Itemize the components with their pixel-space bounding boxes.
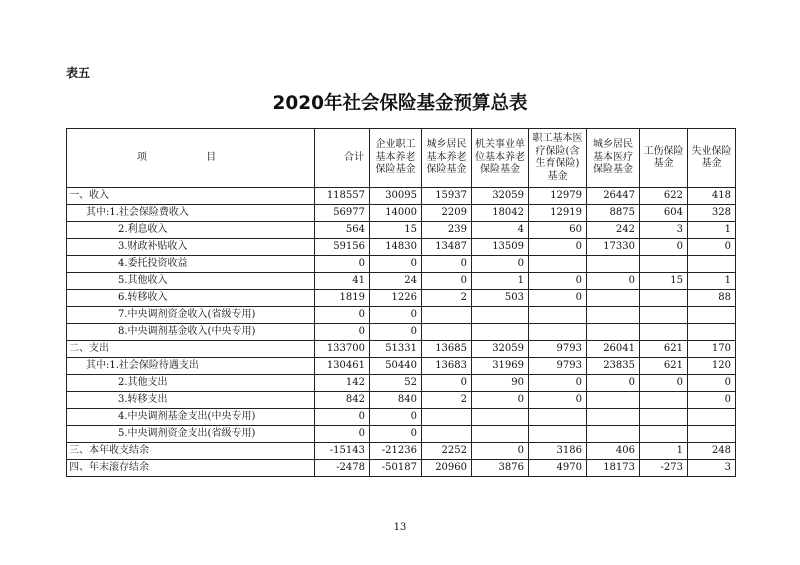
cell-item: 3.转移支出 <box>67 392 315 409</box>
cell-injury: 15 <box>640 273 688 290</box>
header-enterprise-pension: 企业职工基本养老保险基金 <box>370 129 422 188</box>
cell-public-institution-pension: 31969 <box>472 358 529 375</box>
cell-unemployment: 3 <box>688 460 736 477</box>
table-row <box>67 205 736 222</box>
cell-employee-medical: 12979 <box>529 188 587 205</box>
table-row <box>67 358 736 375</box>
cell-injury: 3 <box>640 222 688 239</box>
cell-employee-medical: 0 <box>529 239 587 256</box>
header-public-institution-pension: 机关事业单位基本养老保险基金 <box>472 129 529 188</box>
cell-public-institution-pension: 32059 <box>472 188 529 205</box>
cell-urban-rural-pension <box>422 307 472 324</box>
cell-employee-medical <box>529 307 587 324</box>
header-total: 合计 <box>315 129 370 188</box>
cell-public-institution-pension: 503 <box>472 290 529 307</box>
cell-urban-rural-pension: 2209 <box>422 205 472 222</box>
cell-total: 0 <box>315 307 370 324</box>
cell-enterprise-pension: 15 <box>370 222 422 239</box>
cell-employee-medical <box>529 409 587 426</box>
cell-employee-medical: 9793 <box>529 358 587 375</box>
cell-item: 四、年末滚存结余 <box>67 460 315 477</box>
cell-unemployment: 328 <box>688 205 736 222</box>
cell-enterprise-pension: 0 <box>370 256 422 273</box>
cell-employee-medical <box>529 324 587 341</box>
cell-item: 三、本年收支结余 <box>67 443 315 460</box>
page-title: 2020年社会保险基金预算总表 <box>272 93 528 114</box>
cell-enterprise-pension: 840 <box>370 392 422 409</box>
cell-resident-medical <box>587 290 640 307</box>
cell-total: 0 <box>315 324 370 341</box>
cell-unemployment: 0 <box>688 239 736 256</box>
cell-total: 564 <box>315 222 370 239</box>
cell-urban-rural-pension <box>422 409 472 426</box>
cell-enterprise-pension: 50440 <box>370 358 422 375</box>
cell-enterprise-pension: 30095 <box>370 188 422 205</box>
cell-urban-rural-pension: 239 <box>422 222 472 239</box>
cell-public-institution-pension: 0 <box>472 443 529 460</box>
cell-employee-medical: 0 <box>529 290 587 307</box>
cell-item: 5.其他收入 <box>67 273 315 290</box>
cell-item: 8.中央调剂基金收入(中央专用) <box>67 324 315 341</box>
cell-injury: 604 <box>640 205 688 222</box>
cell-enterprise-pension: 1226 <box>370 290 422 307</box>
cell-total: 133700 <box>315 341 370 358</box>
cell-enterprise-pension: 24 <box>370 273 422 290</box>
cell-unemployment: 418 <box>688 188 736 205</box>
cell-resident-medical: 23835 <box>587 358 640 375</box>
cell-total: 130461 <box>315 358 370 375</box>
table-row <box>67 239 736 256</box>
cell-total: 41 <box>315 273 370 290</box>
table-row <box>67 290 736 307</box>
cell-injury <box>640 409 688 426</box>
cell-resident-medical: 26447 <box>587 188 640 205</box>
cell-public-institution-pension: 3876 <box>472 460 529 477</box>
cell-resident-medical <box>587 392 640 409</box>
cell-public-institution-pension: 18042 <box>472 205 529 222</box>
cell-public-institution-pension <box>472 307 529 324</box>
cell-public-institution-pension: 1 <box>472 273 529 290</box>
cell-injury <box>640 392 688 409</box>
table-row <box>67 188 736 205</box>
cell-item: 4.中央调剂基金支出(中央专用) <box>67 409 315 426</box>
cell-injury: 621 <box>640 341 688 358</box>
cell-urban-rural-pension: 0 <box>422 256 472 273</box>
cell-injury: 0 <box>640 375 688 392</box>
cell-employee-medical: 60 <box>529 222 587 239</box>
cell-unemployment: 170 <box>688 341 736 358</box>
cell-urban-rural-pension: 13683 <box>422 358 472 375</box>
table-row <box>67 375 736 392</box>
table-row <box>67 307 736 324</box>
header-resident-medical: 城乡居民基本医疗保险基金 <box>587 129 640 188</box>
cell-total: 1819 <box>315 290 370 307</box>
cell-employee-medical: 3186 <box>529 443 587 460</box>
cell-total: -15143 <box>315 443 370 460</box>
cell-item: 5.中央调剂资金支出(省级专用) <box>67 426 315 443</box>
cell-enterprise-pension: 52 <box>370 375 422 392</box>
cell-resident-medical: 17330 <box>587 239 640 256</box>
cell-unemployment <box>688 409 736 426</box>
cell-urban-rural-pension: 2252 <box>422 443 472 460</box>
table-row <box>67 392 736 409</box>
cell-public-institution-pension <box>472 426 529 443</box>
cell-unemployment: 120 <box>688 358 736 375</box>
table-row <box>67 222 736 239</box>
header-injury: 工伤保险基金 <box>640 129 688 188</box>
cell-urban-rural-pension: 2 <box>422 290 472 307</box>
cell-total: -2478 <box>315 460 370 477</box>
cell-injury <box>640 256 688 273</box>
cell-item: 二、支出 <box>67 341 315 358</box>
cell-total: 842 <box>315 392 370 409</box>
cell-total: 142 <box>315 375 370 392</box>
cell-resident-medical <box>587 307 640 324</box>
cell-employee-medical: 12919 <box>529 205 587 222</box>
cell-employee-medical: 0 <box>529 375 587 392</box>
cell-unemployment: 0 <box>688 392 736 409</box>
cell-enterprise-pension: 0 <box>370 307 422 324</box>
header-item: 项 目 <box>67 129 315 188</box>
cell-enterprise-pension: 0 <box>370 324 422 341</box>
budget-table <box>66 128 736 477</box>
cell-resident-medical: 242 <box>587 222 640 239</box>
cell-public-institution-pension: 32059 <box>472 341 529 358</box>
cell-urban-rural-pension: 0 <box>422 273 472 290</box>
cell-urban-rural-pension <box>422 426 472 443</box>
cell-enterprise-pension: -21236 <box>370 443 422 460</box>
cell-employee-medical: 4970 <box>529 460 587 477</box>
cell-unemployment: 248 <box>688 443 736 460</box>
cell-enterprise-pension: 14830 <box>370 239 422 256</box>
cell-unemployment <box>688 324 736 341</box>
cell-resident-medical <box>587 426 640 443</box>
cell-unemployment: 0 <box>688 375 736 392</box>
cell-injury <box>640 324 688 341</box>
cell-public-institution-pension <box>472 324 529 341</box>
cell-public-institution-pension: 0 <box>472 392 529 409</box>
cell-total: 0 <box>315 256 370 273</box>
cell-unemployment: 1 <box>688 222 736 239</box>
cell-item: 其中:1.社会保险待遇支出 <box>67 358 315 375</box>
header-unemployment: 失业保险基金 <box>688 129 736 188</box>
cell-enterprise-pension: -50187 <box>370 460 422 477</box>
cell-total: 59156 <box>315 239 370 256</box>
cell-resident-medical: 18173 <box>587 460 640 477</box>
cell-injury <box>640 290 688 307</box>
cell-total: 56977 <box>315 205 370 222</box>
cell-total: 118557 <box>315 188 370 205</box>
cell-urban-rural-pension <box>422 324 472 341</box>
table-row <box>67 426 736 443</box>
cell-public-institution-pension: 13509 <box>472 239 529 256</box>
cell-urban-rural-pension: 2 <box>422 392 472 409</box>
cell-urban-rural-pension: 13685 <box>422 341 472 358</box>
cell-item: 7.中央调剂资金收入(省级专用) <box>67 307 315 324</box>
cell-unemployment <box>688 426 736 443</box>
cell-employee-medical: 9793 <box>529 341 587 358</box>
cell-injury: 621 <box>640 358 688 375</box>
cell-injury: 622 <box>640 188 688 205</box>
cell-item: 其中:1.社会保险费收入 <box>67 205 315 222</box>
cell-resident-medical <box>587 256 640 273</box>
cell-enterprise-pension: 51331 <box>370 341 422 358</box>
cell-public-institution-pension: 0 <box>472 256 529 273</box>
cell-urban-rural-pension: 13487 <box>422 239 472 256</box>
cell-public-institution-pension <box>472 409 529 426</box>
cell-injury: 1 <box>640 443 688 460</box>
cell-enterprise-pension: 0 <box>370 426 422 443</box>
cell-urban-rural-pension: 20960 <box>422 460 472 477</box>
cell-injury: 0 <box>640 239 688 256</box>
cell-injury <box>640 307 688 324</box>
cell-item: 4.委托投资收益 <box>67 256 315 273</box>
cell-urban-rural-pension: 15937 <box>422 188 472 205</box>
cell-item: 一、收入 <box>67 188 315 205</box>
table-body <box>67 188 736 477</box>
table-row <box>67 443 736 460</box>
cell-item: 2.其他支出 <box>67 375 315 392</box>
page-number: 13 <box>393 522 407 533</box>
table-label: 表五 <box>66 66 91 80</box>
cell-resident-medical <box>587 324 640 341</box>
cell-public-institution-pension: 90 <box>472 375 529 392</box>
table-row <box>67 273 736 290</box>
cell-employee-medical <box>529 256 587 273</box>
table-row <box>67 409 736 426</box>
cell-resident-medical: 8875 <box>587 205 640 222</box>
cell-employee-medical: 0 <box>529 273 587 290</box>
cell-total: 0 <box>315 409 370 426</box>
cell-unemployment <box>688 307 736 324</box>
cell-injury <box>640 426 688 443</box>
header-urban-rural-pension: 城乡居民基本养老保险基金 <box>422 129 472 188</box>
cell-unemployment: 88 <box>688 290 736 307</box>
cell-public-institution-pension: 4 <box>472 222 529 239</box>
cell-injury: -273 <box>640 460 688 477</box>
cell-resident-medical <box>587 409 640 426</box>
cell-unemployment: 1 <box>688 273 736 290</box>
cell-item: 2.利息收入 <box>67 222 315 239</box>
cell-resident-medical: 406 <box>587 443 640 460</box>
cell-urban-rural-pension: 0 <box>422 375 472 392</box>
cell-unemployment <box>688 256 736 273</box>
table-row <box>67 256 736 273</box>
cell-resident-medical: 26041 <box>587 341 640 358</box>
cell-enterprise-pension: 14000 <box>370 205 422 222</box>
cell-total: 0 <box>315 426 370 443</box>
cell-resident-medical: 0 <box>587 375 640 392</box>
cell-item: 6.转移收入 <box>67 290 315 307</box>
table-row <box>67 460 736 477</box>
cell-resident-medical: 0 <box>587 273 640 290</box>
cell-enterprise-pension: 0 <box>370 409 422 426</box>
cell-employee-medical <box>529 426 587 443</box>
table-row <box>67 341 736 358</box>
table-row <box>67 324 736 341</box>
table-header-row <box>67 129 736 188</box>
header-employee-medical: 职工基本医疗保险(含生育保险)基金 <box>529 129 587 188</box>
cell-employee-medical: 0 <box>529 392 587 409</box>
cell-item: 3.财政补贴收入 <box>67 239 315 256</box>
